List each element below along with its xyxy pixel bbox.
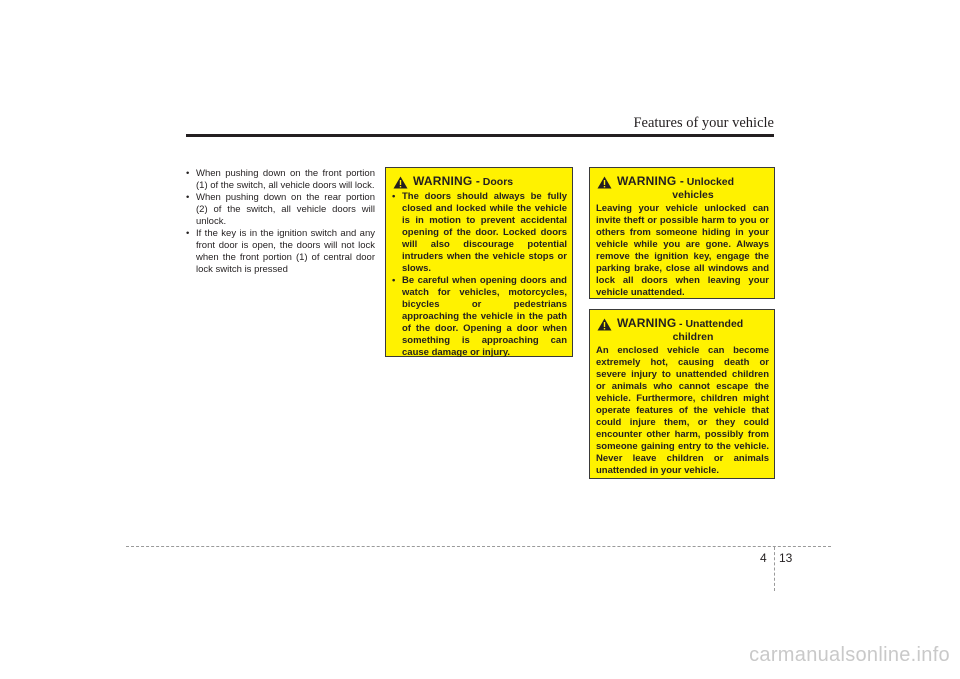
list-item: • When pushing down on the front portion (1) of the switch, all vehicle doors will lock.	[186, 168, 375, 192]
warning-triangle-icon	[393, 176, 408, 189]
warning-heading	[596, 175, 769, 201]
warning-subject: - Unattended	[679, 318, 744, 330]
list-item: • Be careful when opening doors and watch for vehicles, motorcycles, bicycles or pedestrians approaching the vehicle in the path of the door. Opening a door when something is approaching can cause damage or injury.	[392, 275, 567, 359]
warning-text: An enclosed vehicle can become extremely hot, causing death or severe injury to unattended children or animals who cannot escape the vehicle. Furthermore, children might operate features of the vehicle that could injure them, or they could encounter other harm, possibly from someone gaining entry to the vehicle. Never leave children or animals unattended in your vehicle.	[596, 345, 769, 476]
warning-word: WARNING	[617, 316, 677, 330]
warning-subject-cont: children	[672, 331, 714, 343]
page-number-divider	[774, 547, 775, 591]
chapter-number: 4	[760, 551, 767, 565]
door-lock-bullet-list	[186, 168, 375, 276]
warning-subject: Unlocked	[686, 176, 735, 188]
warning-subject-cont: vehicles	[672, 189, 714, 201]
warning-word: WARNING -	[617, 174, 685, 188]
warning-subject: Doors	[482, 176, 514, 188]
warning-triangle-icon	[597, 176, 612, 189]
footer-rule	[126, 546, 831, 547]
warning-triangle-icon	[597, 318, 612, 331]
page-number: 13	[779, 551, 793, 565]
warning-box-unattended-children	[589, 309, 775, 479]
header-rule	[186, 134, 774, 137]
list-item: • The doors should always be fully closed and locked while the vehicle is in motion to prevent accidental opening of the door. Locked doors will also discourage potential intruders when the vehicle stops or slows.	[392, 191, 567, 275]
list-item: • If the key is in the ignition switch and any front door is open, the doors will not lock when the front portion (1) of central door lock switch is pressed	[186, 228, 375, 276]
warning-heading	[596, 317, 769, 343]
warning-word: WARNING -	[413, 174, 481, 188]
warning-heading	[392, 175, 567, 189]
warning-box-doors	[385, 167, 573, 357]
warning-list	[392, 191, 567, 359]
warning-box-unlocked-vehicles	[589, 167, 775, 299]
watermark: carmanualsonline.info	[749, 644, 950, 666]
list-item: • When pushing down on the rear portion (2) of the switch, all vehicle doors will unlock.	[186, 192, 375, 228]
warning-text: Leaving your vehicle unlocked can invite theft or possible harm to you or others from someone hiding in your vehicle while you are gone. Always remove the ignition key, engage the parking brake, close all windows and lock all doors when leaving your vehicle unattended.	[596, 203, 769, 298]
page-header-title: Features of your vehicle	[633, 115, 774, 131]
